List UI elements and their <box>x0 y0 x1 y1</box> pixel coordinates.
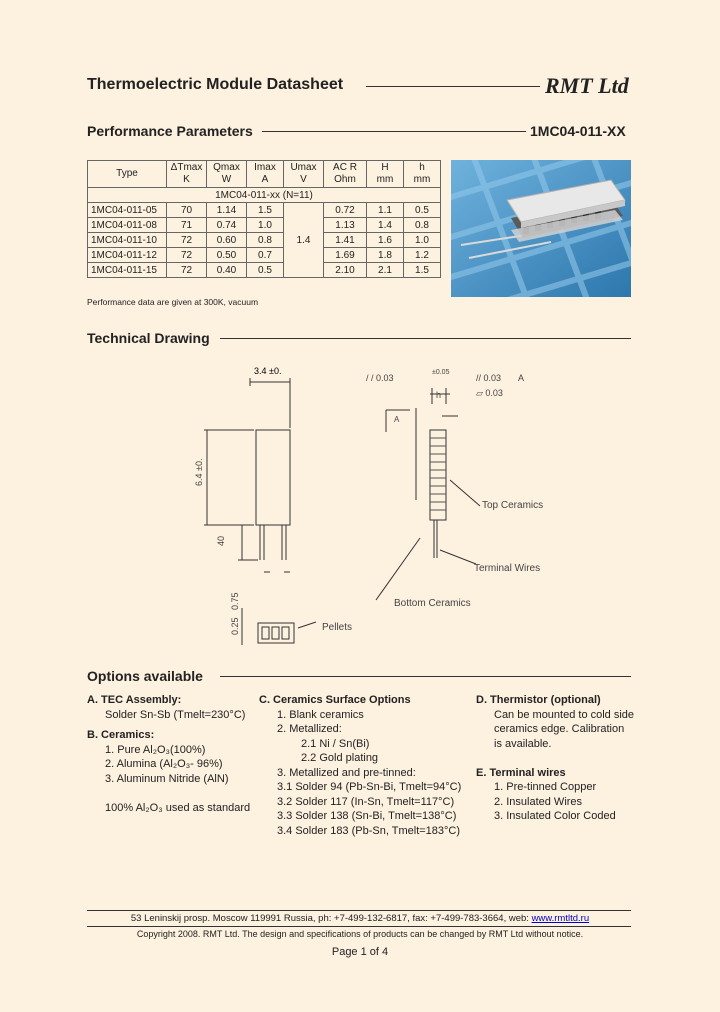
section-rule <box>262 131 526 132</box>
table-cell: 1MC04-011-05 <box>88 203 167 218</box>
column-header <box>167 161 207 188</box>
table-cell: 72 <box>167 248 207 263</box>
label-top-ceramics: Top Ceramics <box>482 500 544 511</box>
table-cell: 0.60 <box>207 233 247 248</box>
footer-rule <box>87 926 631 927</box>
datum-a: A <box>518 373 525 383</box>
dim-width: 3.4 ±0. <box>254 366 282 376</box>
table-cell: 0.40 <box>207 263 247 278</box>
table-cell: 0.8 <box>247 233 284 248</box>
options-column-3 <box>476 693 636 824</box>
datum-a-marker: A <box>394 415 400 424</box>
option-item: 1. Pre-tinned Copper <box>494 781 597 793</box>
option-heading: D. Thermistor (optional) <box>476 694 601 706</box>
table-header-row <box>88 161 441 188</box>
option-item <box>87 786 257 801</box>
column-header-unit: K <box>183 174 190 185</box>
option-heading: E. Terminal wires <box>476 766 566 779</box>
dim-parallel: / / 0.03 <box>366 373 394 383</box>
column-header-top: Umax <box>290 162 317 173</box>
product-photo-graphic <box>451 160 631 297</box>
table-cell: 1.5 <box>404 263 441 278</box>
footer-address-text: 53 Leninskij prosp. Moscow 119991 Russia, ph: +7-499-132-6817, fax: +7-499-783-3664, web: <box>130 913 532 924</box>
table-cell: 1MC04-011-08 <box>88 218 167 233</box>
column-header <box>88 161 167 188</box>
option-item: 2. Alumina (Al₂O₃- 96%) <box>105 758 223 770</box>
section-title-drawing: Technical Drawing <box>87 330 210 346</box>
options-column-1 <box>87 693 257 815</box>
options-column-2 <box>259 693 474 838</box>
table-cell: 1.41 <box>324 233 367 248</box>
table-cell: 1.8 <box>367 248 404 263</box>
website-link[interactable]: www.rmtltd.ru <box>531 913 590 924</box>
table-cell: 2.1 <box>367 263 404 278</box>
page-number: Page 1 of 4 <box>331 946 389 958</box>
option-heading: B. Ceramics: <box>87 729 155 741</box>
module-front-view <box>256 430 290 525</box>
dim-d2: 0.25 <box>230 617 240 635</box>
module-side-view <box>430 430 446 520</box>
column-header-unit: A <box>261 174 269 185</box>
performance-note: Performance data are given at 300K, vacuum <box>87 297 259 307</box>
column-header-top: h <box>419 162 425 173</box>
option-item: 2. Metallized: <box>277 723 342 735</box>
column-header-unit: Ohm <box>334 174 356 185</box>
column-header <box>404 161 441 188</box>
table-row <box>88 218 441 233</box>
option-heading: C. Ceramics Surface Options <box>259 694 411 706</box>
header-rule <box>366 86 540 87</box>
table-cell: 1.6 <box>367 233 404 248</box>
label-terminal-wires: Terminal Wires <box>474 563 541 574</box>
table-cell: 1.0 <box>247 218 284 233</box>
table-cell: 72 <box>167 233 207 248</box>
table-cell: 1MC04-011-10 <box>88 233 167 248</box>
table-cell: 0.72 <box>324 203 367 218</box>
option-item: 100% Al₂O₃ used as standard <box>105 801 251 814</box>
column-header-unit: V <box>300 174 307 185</box>
option-heading: A. TEC Assembly: <box>87 694 182 706</box>
option-item: 3.1 Solder 94 (Pb-Sn-Bi, Tmelt=94°C) <box>277 781 462 793</box>
product-photo <box>451 160 631 297</box>
option-item: 3.2 Solder 117 (In-Sn, Tmelt=117°C) <box>277 795 455 808</box>
column-header <box>207 161 247 188</box>
model-number: 1MC04-011-XX <box>530 123 626 139</box>
dim-flatness: ▱ 0.03 <box>476 388 503 398</box>
dim-tolerance: ±0.05 <box>432 369 450 376</box>
footer-copyright: Copyright 2008. RMT Ltd. The design and specifications of products can be changed by RMT Ltd without notice. <box>136 929 584 939</box>
table-cell: 0.50 <box>207 248 247 263</box>
column-header-unit: mm <box>413 174 431 185</box>
table-cell: 0.5 <box>247 263 284 278</box>
dim-parallel-2: // 0.03 <box>476 373 502 383</box>
table-cell: 0.8 <box>404 218 441 233</box>
option-item: 2.2 Gold plating <box>301 752 379 764</box>
column-header-top: H <box>381 162 389 173</box>
section-rule <box>220 676 631 677</box>
table-cell: 1.4 <box>367 218 404 233</box>
option-item: Can be mounted to cold side <box>494 708 635 721</box>
table-row <box>88 233 441 248</box>
column-header <box>284 161 324 188</box>
table-cell: 1.1 <box>367 203 404 218</box>
table-cell: 1.13 <box>324 218 367 233</box>
dim-length: 6.4 ±0. <box>194 458 204 486</box>
option-item: 3. Aluminum Nitride (AlN) <box>105 772 229 785</box>
option-item: Solder Sn-Sb (Tmelt=230°C) <box>105 708 246 721</box>
option-item: ceramics edge. Calibration <box>494 723 625 735</box>
footer-address <box>0 913 720 924</box>
table-cell: 1.69 <box>324 248 367 263</box>
option-item: 3. Insulated Color Coded <box>494 810 616 822</box>
column-header <box>247 161 284 188</box>
label-pellets: Pellets <box>322 622 353 633</box>
option-item: 3. Metallized and pre-tinned: <box>277 766 416 779</box>
column-header-top: Qmax <box>213 162 240 173</box>
table-cell: 2.10 <box>324 263 367 278</box>
table-cell: 72 <box>167 263 207 278</box>
column-header-unit: mm <box>376 174 394 185</box>
section-rule <box>220 338 631 339</box>
technical-drawing <box>180 360 640 660</box>
table-cell-umax: 1.4 <box>284 203 324 278</box>
column-header-unit: W <box>221 174 232 185</box>
option-item: 1. Blank ceramics <box>277 708 364 721</box>
section-title-options: Options available <box>87 668 203 684</box>
option-item: 3.4 Solder 183 (Pb-Sn, Tmelt=183°C) <box>277 824 461 837</box>
table-cell: 1.0 <box>404 233 441 248</box>
label-bottom-ceramics: Bottom Ceramics <box>394 598 471 609</box>
option-item: 1. Pure Al₂O₃(100%) <box>105 743 206 756</box>
dim-h: h <box>436 390 442 400</box>
page-title: Thermoelectric Module Datasheet <box>87 76 344 93</box>
table-cell: 0.5 <box>404 203 441 218</box>
performance-table <box>87 160 441 278</box>
table-cell: 0.7 <box>247 248 284 263</box>
brand-logo: RMT Ltd <box>545 73 629 98</box>
table-cell: 1MC04-011-12 <box>88 248 167 263</box>
option-item <box>476 751 636 766</box>
table-cell: 1.2 <box>404 248 441 263</box>
table-row <box>88 203 441 218</box>
column-header <box>324 161 367 188</box>
column-header <box>367 161 404 188</box>
table-row <box>88 248 441 263</box>
table-cell: 70 <box>167 203 207 218</box>
table-cell: 1.5 <box>247 203 284 218</box>
footer-rule <box>87 910 631 911</box>
dim-wire: 40 <box>216 535 226 546</box>
group-row: 1MC04-011-xx (N=11) <box>88 188 441 203</box>
table-cell: 1MC04-011-15 <box>88 263 167 278</box>
section-title-performance: Performance Parameters <box>87 123 253 139</box>
option-item: 2. Insulated Wires <box>494 795 583 808</box>
column-header-top: Type <box>116 168 138 179</box>
option-item: is available. <box>494 737 552 750</box>
table-cell: 0.74 <box>207 218 247 233</box>
option-item: 3.3 Solder 138 (Sn-Bi, Tmelt=138°C) <box>277 810 457 822</box>
table-cell: 71 <box>167 218 207 233</box>
column-header-top: ΔTmax <box>170 162 203 173</box>
table-row <box>88 263 441 278</box>
dim-d1: 0.75 <box>230 592 240 610</box>
table-cell: 1.14 <box>207 203 247 218</box>
option-item: 2.1 Ni / Sn(Bi) <box>301 737 370 750</box>
column-header-top: Imax <box>254 162 276 173</box>
column-header-top: AC R <box>333 162 357 173</box>
